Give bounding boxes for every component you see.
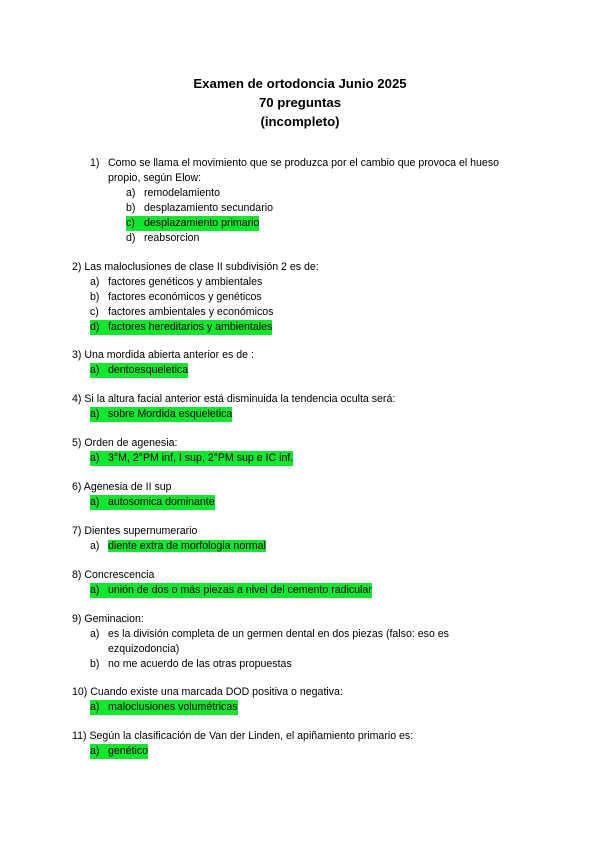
answer-option-correct: d) factores hereditarios y ambientales (90, 321, 273, 333)
answer-option: c) factores ambientales y económicos (90, 306, 274, 318)
question-text: 5) Orden de agenesia: (72, 437, 178, 449)
answer-option: b) desplazamiento secundario (126, 202, 273, 214)
answer-option-correct: a) autosomica dominante (90, 496, 215, 508)
answer-option: d) reabsorcion (126, 232, 200, 244)
question-text: 6) Agenesia de II sup (72, 481, 172, 493)
question-text: 4) Si la altura facial anterior está disminuida la tendencia oculta será: (72, 393, 396, 405)
question-text-cont: propio, según Elow: (108, 172, 202, 184)
question-number: 1) (90, 157, 100, 169)
question-text: 7) Dientes supernumerario (72, 525, 198, 537)
answer-option-correct: a) sobre Mordida esqueletica (90, 408, 233, 420)
question-text: 10) Cuando existe una marcada DOD positiva o negativa: (72, 686, 343, 698)
answer-option-cont: ezquizodoncia) (108, 643, 180, 655)
answer-option: b) no me acuerdo de las otras propuestas (90, 658, 292, 670)
answer-option-correct: a) 3°M, 2°PM inf, I sup, 2°PM sup e IC inf. (90, 452, 294, 464)
title-line-1: Examen de ortodoncia Junio 2025 (193, 76, 407, 91)
question-text: Como se llama el movimiento que se produzca por el cambio que provoca el hueso (108, 157, 500, 169)
question-text: 11) Según la clasificación de Van der Linden, el apiñamiento primario es: (72, 730, 414, 742)
question-text: 3) Una mordida abierta anterior es de : (72, 349, 254, 361)
answer-option-correct: a) unión de dos o más piezas a nivel del cemento radicular (90, 584, 372, 596)
answer-option: a) factores genéticos y ambientales (90, 276, 263, 288)
question-text: 9) Geminacion: (72, 613, 144, 625)
answer-option: b) factores económicos y genéticos (90, 291, 262, 303)
answer-option-correct: a) diente extra de morfologia normal (90, 540, 266, 552)
question-text: 8) Concrescencia (72, 569, 155, 581)
answer-option-correct: a) genético (90, 745, 149, 757)
question-text: 2) Las maloclusiones de clase II subdivisión 2 es de: (72, 261, 319, 273)
answer-option: a) remodelamiento (126, 187, 220, 199)
title-line-3: (incompleto) (260, 114, 340, 129)
answer-option-correct: c) desplazamiento primario (126, 217, 260, 229)
answer-option-correct: a) maloclusiones volumétricas (90, 701, 238, 713)
answer-option: a) es la división completa de un germen dental en dos piezas (falso: eso es (90, 628, 449, 640)
title-line-2: 70 preguntas (258, 95, 342, 110)
answer-option-correct: a) dentoesqueletica (90, 364, 189, 376)
